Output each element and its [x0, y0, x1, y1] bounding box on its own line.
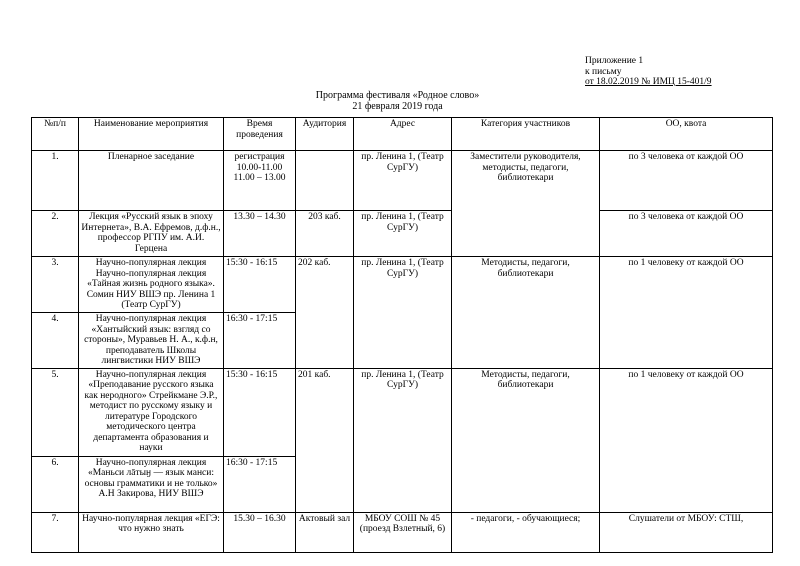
row-quota: по 3 человека от каждой ОО: [600, 151, 773, 211]
row-num: 1.: [32, 151, 79, 211]
title-line-1: Программа фестиваля «Родное слово»: [315, 90, 480, 101]
program-table: [31, 117, 773, 553]
row-event: Научно-популярная лекция «ЕГЭ: что нужно знать: [79, 512, 224, 552]
row-time: 15.30 – 16.30: [224, 512, 296, 552]
row-time: 16:30 - 17:15: [224, 313, 296, 369]
row-quota: Слушатели от МБОУ: СТШ,: [600, 512, 773, 552]
row-time: 16:30 - 17:15: [224, 456, 296, 512]
row-event: Научно-популярная лекция Научно-популярная лекция «Тайная жизнь родного языка». Сомин НИУ ВШЭ пр. Ленина 1 (Театр СурГУ): [79, 257, 224, 313]
row-quota: по 3 человека от каждой ОО: [600, 211, 773, 257]
header-num: №п/п: [32, 118, 79, 151]
row-address: МБОУ СОШ № 45 (проезд Взлетный, 6): [354, 512, 452, 552]
row-time: 15:30 - 16:15: [224, 368, 296, 456]
row-room: 203 каб.: [296, 211, 354, 257]
row-room: [296, 151, 354, 211]
annex-line-1: Приложение 1: [585, 56, 644, 66]
table-row: [32, 257, 773, 313]
row-event: Лекция «Русский язык в эпоху Интернета», В.А. Ефремов, д.ф.н., профессор РГПУ им. А.И. Герцена: [79, 211, 224, 257]
annex-line-2: к письму: [585, 66, 622, 77]
row-address: пр. Ленина 1, (Театр СурГУ): [354, 368, 452, 512]
header-address: Адрес: [354, 118, 452, 151]
row-num: 2.: [32, 211, 79, 257]
row-event: Научно-популярная лекция «Маньси лāтыӈ — язык манси: основы грамматики и не только» А.Н Закирова, НИУ ВШЭ: [79, 456, 224, 512]
row-category: Методисты, педагоги, библиотекари: [452, 368, 600, 512]
table-row: [32, 211, 773, 257]
annex-block: [585, 56, 712, 88]
row-address: пр. Ленина 1, (Театр СурГУ): [354, 257, 452, 369]
document-title: [0, 90, 800, 112]
row-category: - педагоги, - обучающиеся;: [452, 512, 600, 552]
row-category: Методисты, педагоги, библиотекари: [452, 257, 600, 369]
table-header-row: [32, 118, 773, 151]
header-event: Наименование мероприятия: [79, 118, 224, 151]
table-row: [32, 512, 773, 552]
table-row: [32, 151, 773, 211]
annex-line-3: от 18.02.2019 № ИМЦ 15-401/9: [585, 77, 712, 87]
header-category: Категория участников: [452, 118, 600, 151]
row-quota: по 1 человеку от каждой ОО: [600, 368, 773, 512]
row-num: 3.: [32, 257, 79, 313]
row-address: пр. Ленина 1, (Театр СурГУ): [354, 151, 452, 211]
header-quota: ОО, квота: [600, 118, 773, 151]
title-line-2: 21 февраля 2019 года: [352, 101, 443, 112]
table-row: [32, 368, 773, 456]
row-room: 202 каб.: [296, 257, 354, 369]
row-event: Научно-популярная лекция «Преподавание русского языка как неродного» Стрейкмане Э.Р., методист по русскому языку и литературе Городского методического центра департамента образования и науки: [79, 368, 224, 456]
header-time: Время проведения: [224, 118, 296, 151]
row-quota: по 1 человеку от каждой ОО: [600, 257, 773, 369]
row-time: 13.30 – 14.30: [224, 211, 296, 257]
row-category: Заместители руководителя, методисты, педагоги, библиотекари: [452, 151, 600, 257]
row-num: 4.: [32, 313, 79, 369]
row-address: пр. Ленина 1, (Театр СурГУ): [354, 211, 452, 257]
row-num: 7.: [32, 512, 79, 552]
row-room: Актовый зал: [296, 512, 354, 552]
row-time: регистрация 10.00-11.00 11.00 – 13.00: [224, 151, 296, 211]
row-num: 5.: [32, 368, 79, 456]
row-event: Пленарное заседание: [79, 151, 224, 211]
row-num: 6.: [32, 456, 79, 512]
row-event: Научно-популярная лекция «Хантыйский язык: взгляд со стороны», Муравьев Н. А., к.ф.н, преподаватель Школы лингвистики НИУ ВШЭ: [79, 313, 224, 369]
row-time: 15:30 - 16:15: [224, 257, 296, 313]
header-room: Аудитория: [296, 118, 354, 151]
row-room: 201 каб.: [296, 368, 354, 512]
